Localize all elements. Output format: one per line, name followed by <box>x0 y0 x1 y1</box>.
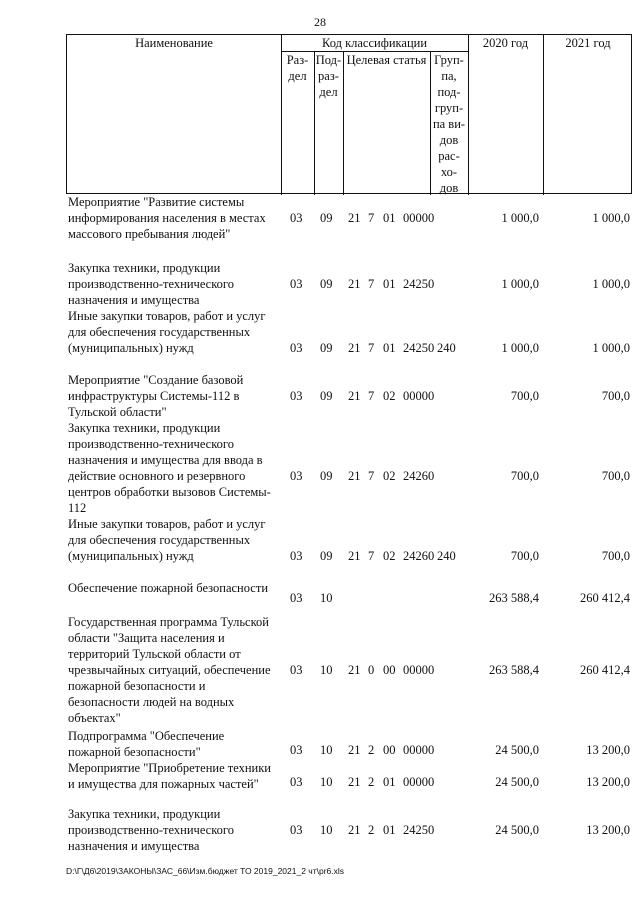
code-target-event: 00 <box>383 663 396 677</box>
page-number: 28 <box>314 15 326 29</box>
value-2021: 13 200,0 <box>586 823 630 837</box>
value-2021: 13 200,0 <box>586 775 630 789</box>
row-name: Иные закупки товаров, работ и услуг для обеспечения государственных (муниципальных) нужд <box>68 309 266 355</box>
code-target-subprogram: 7 <box>368 277 375 291</box>
code-podrazdel: 10 <box>320 775 333 789</box>
code-razdel: 03 <box>290 211 303 225</box>
row-name: Закупка техники, продукции производственно-технического назначения и имущества для ввода в действие основного и резервного центров обработки вызовов Системы- 112 <box>68 421 271 515</box>
code-target-event: 01 <box>383 277 396 291</box>
code-podrazdel: 10 <box>320 823 333 837</box>
value-2020: 700,0 <box>510 469 539 483</box>
code-razdel: 03 <box>290 469 303 483</box>
value-2021: 1 000,0 <box>592 277 630 291</box>
code-razdel: 03 <box>290 389 303 403</box>
code-podrazdel: 09 <box>320 341 333 355</box>
code-target-program: 21 <box>348 341 361 355</box>
value-2021: 700,0 <box>601 389 630 403</box>
code-target-event: 02 <box>383 469 396 483</box>
code-razdel: 03 <box>290 277 303 291</box>
value-2021: 700,0 <box>601 549 630 563</box>
header-2021: 2021 год <box>565 36 611 50</box>
code-podrazdel: 09 <box>320 277 333 291</box>
value-2020: 1 000,0 <box>501 341 539 355</box>
row-name: Мероприятие "Развитие системы информирования населения в местах массового пребывания людей" <box>68 195 266 241</box>
code-target-program: 21 <box>348 389 361 403</box>
code-target-event: 00 <box>383 743 396 757</box>
code-razdel: 03 <box>290 663 303 677</box>
row-name: Иные закупки товаров, работ и услуг для обеспечения государственных (муниципальных) нужд <box>68 517 266 563</box>
value-2020: 263 588,4 <box>489 591 539 605</box>
code-razdel: 03 <box>290 775 303 789</box>
code-target-direction: 24260 <box>403 469 435 483</box>
code-target-program: 21 <box>348 469 361 483</box>
header-group: Груп- па, под- груп- па ви- дов рас- хо- дов <box>432 53 466 195</box>
code-target-subprogram: 2 <box>368 743 375 757</box>
value-2021: 13 200,0 <box>586 743 630 757</box>
code-target-program: 21 <box>348 823 361 837</box>
code-expense-type: 240 <box>437 549 456 563</box>
code-podrazdel: 10 <box>320 663 333 677</box>
code-target-subprogram: 7 <box>368 341 375 355</box>
code-target-program: 21 <box>348 211 361 225</box>
code-podrazdel: 10 <box>320 743 333 757</box>
code-podrazdel: 09 <box>320 549 333 563</box>
row-name: Закупка техники, продукции производственно-технического назначения и имущества <box>68 261 234 307</box>
row-name: Подпрограмма "Обеспечение пожарной безопасности" <box>68 729 225 759</box>
value-2020: 700,0 <box>510 549 539 563</box>
code-razdel: 03 <box>290 823 303 837</box>
value-2020: 1 000,0 <box>501 277 539 291</box>
row-name: Обеспечение пожарной безопасности <box>68 581 269 595</box>
value-2020: 24 500,0 <box>495 775 539 789</box>
code-target-event: 01 <box>383 341 396 355</box>
value-2021: 260 412,4 <box>580 663 630 677</box>
value-2021: 1 000,0 <box>592 341 630 355</box>
code-target-direction: 24250 <box>403 341 435 355</box>
code-target-subprogram: 2 <box>368 775 375 789</box>
header-razdel: Раз- дел <box>286 53 309 83</box>
code-target-direction: 24250 <box>403 277 435 291</box>
code-target-direction: 24250 <box>403 823 435 837</box>
code-razdel: 03 <box>290 743 303 757</box>
value-2020: 24 500,0 <box>495 823 539 837</box>
code-target-subprogram: 7 <box>368 389 375 403</box>
code-razdel: 03 <box>290 341 303 355</box>
code-target-subprogram: 0 <box>368 663 375 677</box>
code-target-direction: 24260 <box>403 549 435 563</box>
row-name: Мероприятие "Создание базовой инфраструктуры Системы-112 в Тульской области" <box>68 373 244 419</box>
code-target-subprogram: 7 <box>368 469 375 483</box>
file-path-footer: D:\Г\Д6\2019\ЗАКОНЫ\ЗАС_66\Изм.бюджет ТО 2019_2021_2 чт\pr6.xls <box>66 866 345 876</box>
code-target-program: 21 <box>348 277 361 291</box>
code-target-direction: 00000 <box>403 211 435 225</box>
code-target-direction: 00000 <box>403 663 435 677</box>
code-razdel: 03 <box>290 549 303 563</box>
value-2020: 24 500,0 <box>495 743 539 757</box>
code-target-direction: 00000 <box>403 743 435 757</box>
header-name: Наименование <box>135 36 213 50</box>
table-header <box>66 34 632 194</box>
value-2020: 700,0 <box>510 389 539 403</box>
code-target-event: 02 <box>383 549 396 563</box>
code-target-subprogram: 2 <box>368 823 375 837</box>
header-code: Код классификации <box>321 36 428 50</box>
code-target-event: 01 <box>383 823 396 837</box>
code-expense-type: 240 <box>437 341 456 355</box>
code-target-subprogram: 7 <box>368 549 375 563</box>
header-podrazdel: Под- раз- дел <box>315 53 342 99</box>
code-target-program: 21 <box>348 775 361 789</box>
code-target-event: 01 <box>383 775 396 789</box>
row-name: Мероприятие "Приобретение техники и имущества для пожарных частей" <box>68 761 271 791</box>
value-2020: 1 000,0 <box>501 211 539 225</box>
code-target-program: 21 <box>348 663 361 677</box>
value-2021: 1 000,0 <box>592 211 630 225</box>
code-target-event: 02 <box>383 389 396 403</box>
row-name: Государственная программа Тульской области "Защита населения и территорий Тульской области от чрезвычайных ситуаций, обеспечение пожарной безопасности и безопасности людей на водных объектах" <box>68 615 271 725</box>
code-target-direction: 00000 <box>403 389 435 403</box>
code-razdel: 03 <box>290 591 303 605</box>
code-podrazdel: 09 <box>320 469 333 483</box>
header-target: Целевая статья <box>346 53 427 67</box>
value-2020: 263 588,4 <box>489 663 539 677</box>
code-podrazdel: 09 <box>320 211 333 225</box>
value-2021: 700,0 <box>601 469 630 483</box>
code-target-subprogram: 7 <box>368 211 375 225</box>
code-target-program: 21 <box>348 743 361 757</box>
row-name: Закупка техники, продукции производственно-технического назначения и имущества <box>68 807 234 853</box>
code-podrazdel: 09 <box>320 389 333 403</box>
code-target-program: 21 <box>348 549 361 563</box>
header-2020: 2020 год <box>482 36 529 50</box>
value-2021: 260 412,4 <box>580 591 630 605</box>
code-target-event: 01 <box>383 211 396 225</box>
code-target-direction: 00000 <box>403 775 435 789</box>
code-podrazdel: 10 <box>320 591 333 605</box>
